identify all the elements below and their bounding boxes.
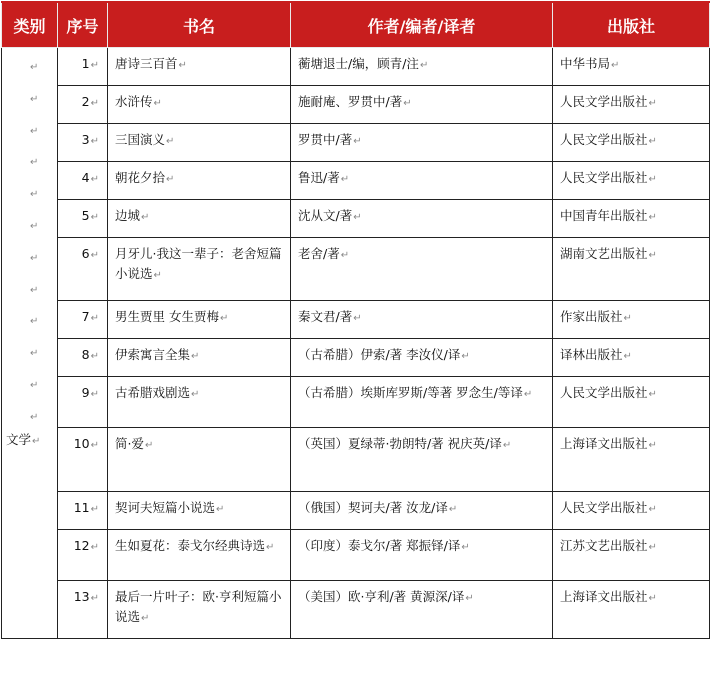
publisher-cell: 作家出版社↵ (553, 301, 710, 339)
paragraph-mark: ↵ (30, 157, 39, 169)
author-cell: （俄国）契诃夫/著 汝龙/译↵ (291, 492, 553, 530)
publisher-cell: 湖南文艺出版社↵ (553, 238, 710, 301)
index-cell: 1↵ (58, 48, 108, 86)
title-cell: 三国演义↵ (108, 124, 291, 162)
paragraph-mark: ↵ (30, 220, 39, 232)
paragraph-marks (30, 58, 38, 440)
table-row (2, 581, 710, 639)
index-cell: 8↵ (58, 339, 108, 377)
category-value: 文学↵ (6, 432, 41, 447)
table-row (2, 428, 710, 492)
category-cell (2, 48, 58, 639)
table-row (2, 238, 710, 301)
header-row (2, 2, 710, 48)
header-title: 书名 (108, 2, 291, 48)
title-cell: 男生贾里 女生贾梅↵ (108, 301, 291, 339)
title-cell: 契诃夫短篇小说选↵ (108, 492, 291, 530)
author-cell: （英国）夏绿蒂·勃朗特/著 祝庆英/译↵ (291, 428, 553, 492)
header-publisher: 出版社 (553, 2, 710, 48)
author-cell: 老舍/著↵ (291, 238, 553, 301)
title-cell: 边城↵ (108, 200, 291, 238)
title-cell: 朝花夕拾↵ (108, 162, 291, 200)
publisher-cell: 中华书局↵ (553, 48, 710, 86)
index-cell: 5↵ (58, 200, 108, 238)
author-cell: （古希腊）埃斯库罗斯/等著 罗念生/等译↵ (291, 377, 553, 428)
title-cell: 水浒传↵ (108, 86, 291, 124)
table-row (2, 48, 710, 86)
table-row (2, 492, 710, 530)
header-index: 序号 (58, 2, 108, 48)
index-cell: 2↵ (58, 86, 108, 124)
publisher-cell: 人民文学出版社↵ (553, 377, 710, 428)
author-cell: 沈从文/著↵ (291, 200, 553, 238)
index-cell: 4↵ (58, 162, 108, 200)
title-cell: 伊索寓言全集↵ (108, 339, 291, 377)
title-cell: 简·爱↵ (108, 428, 291, 492)
paragraph-mark: ↵ (30, 379, 39, 391)
publisher-cell: 中国青年出版社↵ (553, 200, 710, 238)
publisher-cell: 译林出版社↵ (553, 339, 710, 377)
index-cell: 12↵ (58, 530, 108, 581)
publisher-cell: 人民文学出版社↵ (553, 86, 710, 124)
paragraph-mark: ↵ (30, 411, 39, 423)
author-cell: 秦文君/著↵ (291, 301, 553, 339)
author-cell: 罗贯中/著↵ (291, 124, 553, 162)
paragraph-mark: ↵ (30, 252, 39, 264)
paragraph-mark: ↵ (30, 348, 39, 360)
author-cell: 施耐庵、罗贯中/著↵ (291, 86, 553, 124)
paragraph-mark: ↵ (30, 93, 39, 105)
title-cell: 月牙儿·我这一辈子：老舍短篇小说选↵ (108, 238, 291, 301)
author-cell: 鲁迅/著↵ (291, 162, 553, 200)
index-cell: 9↵ (58, 377, 108, 428)
index-cell: 10↵ (58, 428, 108, 492)
paragraph-mark: ↵ (30, 189, 39, 201)
publisher-cell: 人民文学出版社↵ (553, 492, 710, 530)
table-row (2, 301, 710, 339)
paragraph-mark: ↵ (30, 284, 39, 296)
paragraph-mark: ↵ (30, 125, 39, 137)
publisher-cell: 上海译文出版社↵ (553, 581, 710, 639)
author-cell: （美国）欧·亨利/著 黄源深/译↵ (291, 581, 553, 639)
index-cell: 3↵ (58, 124, 108, 162)
table-row (2, 162, 710, 200)
header-author: 作者/编者/译者 (291, 2, 553, 48)
publisher-cell: 江苏文艺出版社↵ (553, 530, 710, 581)
table-row (2, 124, 710, 162)
paragraph-mark: ↵ (30, 316, 39, 328)
index-cell: 13↵ (58, 581, 108, 639)
table-row (2, 377, 710, 428)
author-cell: （古希腊）伊索/著 李汝仪/译↵ (291, 339, 553, 377)
table-row (2, 86, 710, 124)
table-row (2, 339, 710, 377)
title-cell: 最后一片叶子：欧·亨利短篇小说选↵ (108, 581, 291, 639)
title-cell: 生如夏花：泰戈尔经典诗选↵ (108, 530, 291, 581)
publisher-cell: 人民文学出版社↵ (553, 124, 710, 162)
index-cell: 6↵ (58, 238, 108, 301)
index-cell: 11↵ (58, 492, 108, 530)
title-cell: 古希腊戏剧选↵ (108, 377, 291, 428)
table-row (2, 530, 710, 581)
author-cell: （印度）泰戈尔/著 郑振铎/译↵ (291, 530, 553, 581)
title-cell: 唐诗三百首↵ (108, 48, 291, 86)
paragraph-mark: ↵ (30, 62, 39, 73)
index-cell: 7↵ (58, 301, 108, 339)
header-category: 类别 (2, 2, 58, 48)
table-row (2, 200, 710, 238)
publisher-cell: 人民文学出版社↵ (553, 162, 710, 200)
publisher-cell: 上海译文出版社↵ (553, 428, 710, 492)
book-list-table (1, 1, 710, 639)
author-cell: 蘅塘退士/编，顾青/注↵ (291, 48, 553, 86)
